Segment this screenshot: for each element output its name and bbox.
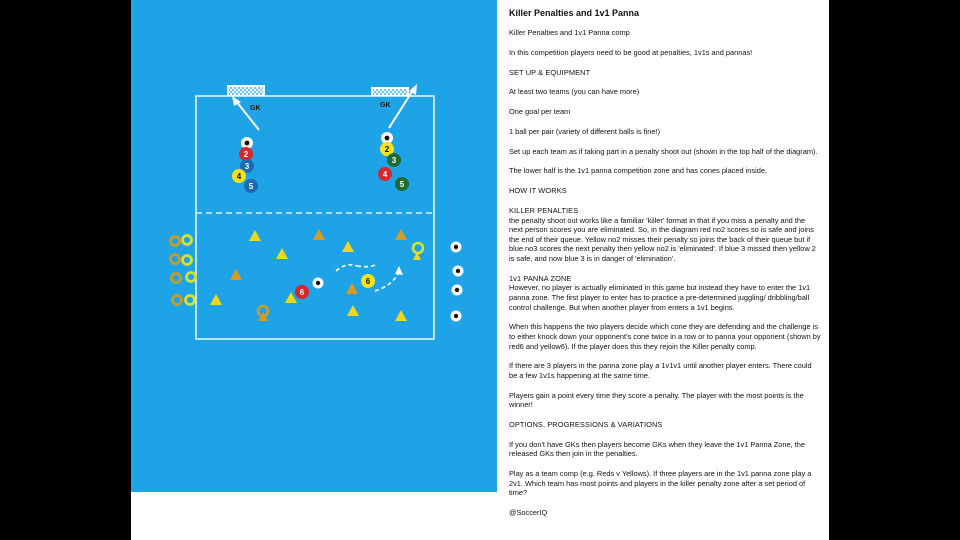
svg-text:5: 5: [248, 182, 254, 191]
gk-label-right: GK: [380, 102, 391, 109]
page-title: Killer Penalties and 1v1 Panna: [509, 8, 640, 18]
ring-icon: [186, 296, 195, 305]
ball-icon: [452, 285, 463, 296]
shot-arrow-left: [232, 96, 259, 130]
cone-icon: [313, 229, 325, 240]
cone-icon: [249, 230, 261, 241]
svg-text:2: 2: [384, 145, 390, 154]
subtitle: Killer Penalties and 1v1 Panna comp: [509, 28, 630, 37]
slide: [131, 0, 829, 540]
pitch-diagram: [131, 0, 497, 492]
pitch-svg: [131, 0, 497, 492]
panna-body: However, no player is actually eliminated in this game but instead they have to enter the 1v1 panna zone. The first player to enter has to practice a pre-determined juggling/ dribbling/ball control challenge. But when another player from enters a 1v1 begins.: [509, 283, 811, 312]
intro-text: In this competition players need to be good at penalties, 1v1s and pannas!: [509, 47, 753, 57]
panna-paragraph: When this happens the two players decide which cone they are defending and the challenge is to either knock down your opponent's cone twice in a row or to panna your opponent (shown by red6 and yellow6). If the player does this they rejoin the Killer penalty comp.: [509, 322, 821, 351]
killer-body: the penalty shoot out works like a familiar 'killer' format in that if you miss a penalty and the next person scores you are eliminated. So, in the diagram red no2 scores so is safe and joins the end of their queue. Yellow no2 misses their penalty so joins the back of their queue but if blue no3 scores the next penalty then yellow no2 is 'eliminated'. If blue 3 missed then yellow 2 is safe, and now blue 3 is in danger of 'elimination'.: [509, 215, 816, 263]
options-heading: OPTIONS, PROGRESSIONS & VARIATIONS: [509, 420, 663, 430]
player-yellow-6: [361, 274, 375, 288]
svg-text:2: 2: [243, 150, 249, 159]
credit: @SoccerIQ: [509, 508, 548, 518]
cone-icon: [342, 241, 354, 252]
player-red-2-left: [239, 147, 253, 161]
cone-icon: [210, 294, 222, 305]
setup-item: One goal per team: [509, 107, 571, 117]
ring-icon: [187, 273, 196, 282]
options-paragraph: If you don't have GKs then players become GKs when they leave the 1v1 Panna Zone, the released GKs then join in the penalties.: [509, 439, 805, 459]
ring-icon: [183, 256, 192, 265]
svg-text:5: 5: [399, 180, 405, 189]
player-blue-5-left: [244, 179, 258, 193]
ring-icon: [173, 296, 182, 305]
player-red-4-right: [378, 167, 392, 181]
cone-icon: [230, 269, 242, 280]
cone-icon: [276, 248, 288, 259]
ring-icon: [183, 236, 192, 245]
ring-icon: [171, 237, 180, 246]
ring-icon: [171, 255, 180, 264]
svg-text:6: 6: [299, 288, 305, 297]
ball-icon: [313, 278, 324, 289]
cone-icon: [347, 305, 359, 316]
setup-item: The lower half is the 1v1 panna competition zone and has cones placed inside.: [509, 166, 768, 176]
rings-left: [171, 236, 196, 305]
how-heading: HOW IT WORKS: [509, 186, 567, 196]
panna-paragraph: Players gain a point every time they score a penalty. The player with the most points is the winner!: [509, 390, 804, 410]
panna-paragraph: If there are 3 players in the panna zone play a 1v1v1 until another player enters. There could be a few 1v1s happening at the same time.: [509, 361, 812, 380]
player-green-3-right: [387, 153, 401, 167]
svg-text:3: 3: [244, 162, 250, 171]
setup-item: Set up each team as if taking part in a penalty shoot out (shown in the top half of the diagram).: [509, 146, 818, 156]
options-paragraph: Play as a team comp (e.g. Reds v Yellows). If three players are in the 1v1 panna zone play a 2v1. Which team has most points and players in the killer penalty zone after a set period of time?: [509, 469, 812, 498]
cone-icon: [395, 310, 407, 321]
killer-heading: KILLER PENALTIES: [509, 206, 579, 216]
svg-text:4: 4: [236, 172, 242, 181]
setup-heading: SET UP & EQUIPMENT: [509, 67, 591, 77]
player-green-5-right: [395, 177, 409, 191]
pitch-outline: [196, 96, 434, 339]
setup-item: At least two teams (you can have more): [509, 87, 640, 97]
svg-text:3: 3: [391, 156, 397, 165]
player-yellow-4-left: [232, 169, 246, 183]
ball-icon: [453, 266, 464, 277]
goal-left: [227, 85, 265, 96]
balls-right: [451, 242, 464, 322]
cone-icon: [346, 283, 358, 294]
cone-icon: [395, 229, 407, 240]
goal-right: [371, 87, 409, 96]
player-red-6: [295, 285, 309, 299]
cones: [210, 229, 407, 321]
ring-icon: [172, 274, 181, 283]
ball-icon: [451, 311, 462, 322]
ring-cone-icon: [258, 306, 268, 321]
ring-cone-icon: [413, 243, 423, 260]
panna-heading: 1v1 PANNA ZONE: [509, 273, 572, 283]
gk-label-left: GK: [250, 105, 261, 112]
svg-text:4: 4: [382, 170, 388, 179]
setup-item: 1 ball per pair (variety of different balls is fine!): [509, 126, 661, 136]
svg-text:6: 6: [365, 277, 371, 286]
session-text: [509, 8, 821, 536]
ball-icon: [451, 242, 462, 253]
